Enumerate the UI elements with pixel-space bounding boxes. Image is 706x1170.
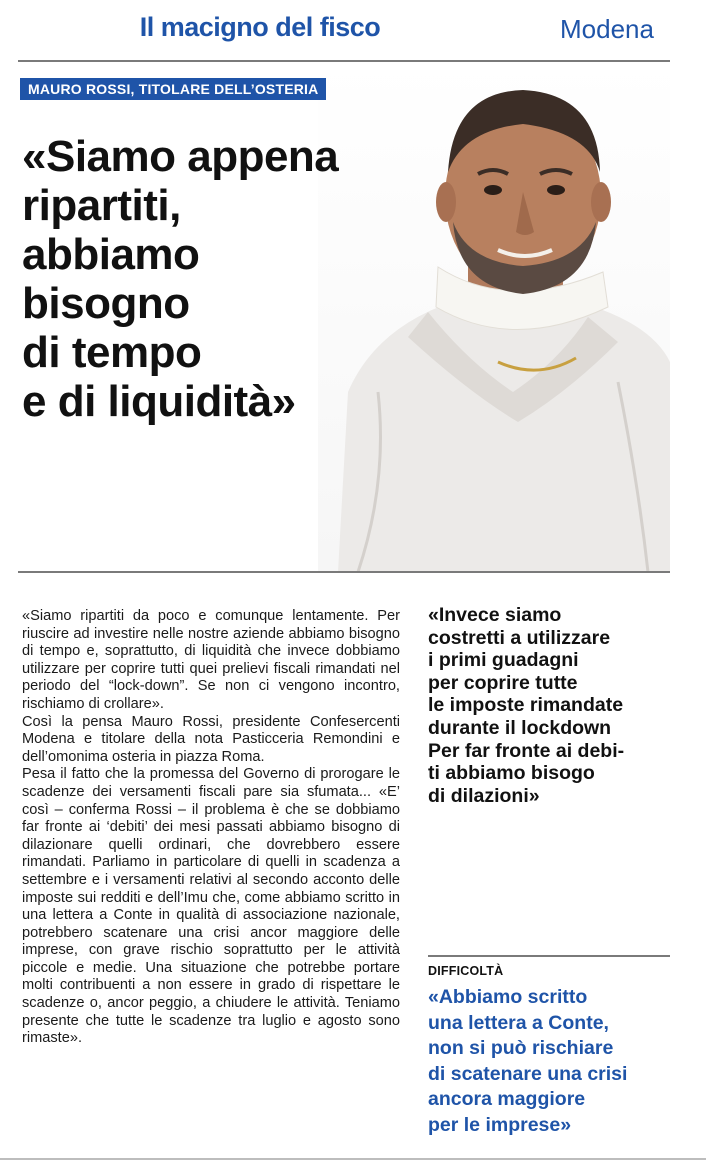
pull-quote-line: i primi guadagni <box>428 649 579 672</box>
sidebar-quote-line: «Abbiamo scritto <box>428 986 588 1008</box>
pull-quote-line: durante il lockdown <box>428 716 612 739</box>
city-label: Modena <box>560 14 654 44</box>
sidebar-divider <box>428 955 670 957</box>
pull-quote-line: Per far fronte ai debi- <box>428 739 625 762</box>
photo-divider <box>18 571 670 573</box>
pull-quote-line: ti abbiamo bisogo <box>428 762 595 785</box>
headline-line: e di liquidità» <box>22 377 296 426</box>
body-paragraph: «Siamo ripartiti da poco e comunque lentamente. Per riuscire ad investire nelle nostre aziende abbiamo bisogno di tempo e, soprattutto, di liquidità che invece dobbiamo utilizzare per coprire tutti quei prelievi fiscali rimandati nel periodo del “lock-down”. Se non ci vengono incontro, rischiamo di crollare». <box>22 608 400 712</box>
sidebar-quote-line: di scatenare una crisi <box>428 1062 628 1085</box>
sidebar-label: DIFFICOLTÀ <box>428 964 504 978</box>
sidebar-quote-line: una lettera a Conte, <box>428 1011 609 1034</box>
pull-quote-line: costretti a utilizzare <box>428 626 611 649</box>
pull-quote-line: di dilazioni» <box>428 784 540 807</box>
headline-line: di tempo <box>22 328 202 377</box>
headline-line: abbiamo <box>22 230 200 279</box>
headline-line: bisogno <box>22 279 190 328</box>
sidebar-quote <box>428 985 688 1138</box>
headline-line: «Siamo appena <box>22 132 339 181</box>
pull-quote-line: «Invece siamo <box>428 604 562 626</box>
article-body <box>22 608 400 1048</box>
bottom-divider <box>0 1158 706 1160</box>
kicker-badge: MAURO ROSSI, TITOLARE DELL’OSTERIA <box>20 78 326 100</box>
body-paragraph: Pesa il fatto che la promessa del Governo di prorogare le scadenze dei versamenti fiscali pare sia sfumata... «E’ così – conferma Rossi – il problema è che se dobbiamo far fronte ai ‘debiti’ dei mesi passati abbiamo bisogno di dilazionare quelli ordinari, che dovrebbero essere rimandati. Parliamo in particolare di quelli in scadenza a settembre e i versamenti relativi al secondo acconto delle imposte sui redditi e dell’Imu che, come abbiamo scritto in una lettera a Conte in qualità di associazione nazionale, potrebbero scatenare una crisi ancor maggiore delle imprese, con grave rischio soprattutto per le attività piccole e medie. Una situazione che potrebbe portare molti contribuenti a non essere in grado di rispettare le scadenze o, ancor peggio, a chiudere le attività. Teniamo presente che tutte le scadenze tra luglio e agosto sono rimaste». <box>22 766 400 1047</box>
sidebar-quote-line: non si può rischiare <box>428 1037 614 1059</box>
page-header <box>0 0 706 62</box>
pull-quote-line: per coprire tutte <box>428 671 578 694</box>
body-paragraph: Così la pensa Mauro Rossi, presidente Confesercenti Modena e titolare della nota Pasticceria Remondini e dell’omonima osteria in piazza Roma. <box>22 713 400 765</box>
section-title: Il macigno del fisco <box>139 12 381 42</box>
pull-quote-line: le imposte rimandate <box>428 694 624 717</box>
sidebar-quote-line: per le imprese» <box>428 1113 572 1136</box>
headline <box>22 132 422 426</box>
headline-line: ripartiti, <box>22 181 181 230</box>
sidebar-quote-line: ancora maggiore <box>428 1088 586 1110</box>
pull-quote <box>428 604 678 807</box>
